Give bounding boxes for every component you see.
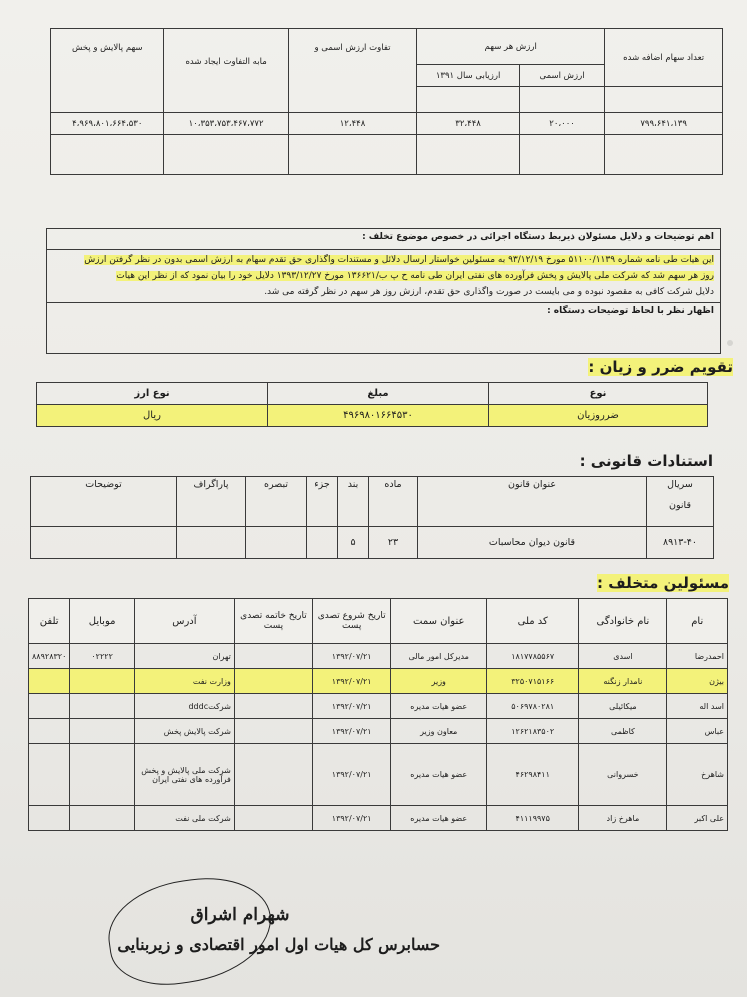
empty-cell	[519, 135, 604, 175]
cell-name: اسد اله	[667, 694, 728, 719]
cell-name: عباس	[667, 719, 728, 744]
value-nominal: ۲۰،۰۰۰	[519, 113, 604, 135]
value-law-title: قانون دیوان محاسبات	[418, 527, 647, 559]
cell-name: شاهرخ	[667, 744, 728, 806]
cell-name: احمدرضا	[667, 644, 728, 669]
value-serial: ۸۹۱۳-۴۰	[647, 527, 714, 559]
cell-post: معاون وزیر	[391, 719, 487, 744]
cell-post: وزیر	[391, 669, 487, 694]
explanation-line-3: دلایل شرکت کافی به مقصود نبوده و می بایست در صورت واگذاری حق تقدم، ارزش روز هر سهم در نظر گرفته می شد.	[264, 287, 714, 297]
value-diff-created: ۱۰،۳۵۳،۷۵۳،۴۶۷،۷۷۲	[164, 113, 288, 135]
header-eval-1391: ارزیابی سال ۱۳۹۱	[417, 65, 520, 87]
cell-start-date: ۱۳۹۲/۰۷/۲۱	[312, 744, 390, 806]
header-amount: مبلغ	[268, 383, 489, 405]
cell-start-date: ۱۳۹۲/۰۷/۲۱	[312, 806, 390, 831]
cell-phone	[29, 744, 70, 806]
cell-mobile	[70, 744, 135, 806]
responsibles-title: مسئولین متخلف :	[597, 574, 729, 592]
cell-phone	[29, 719, 70, 744]
header-name: نام	[667, 599, 728, 644]
table-row	[29, 644, 728, 669]
cell-name: بیژن	[667, 669, 728, 694]
cell-mobile	[70, 694, 135, 719]
share-value-table	[50, 28, 723, 175]
header-address: آدرس	[134, 599, 234, 644]
header-note: تبصره	[246, 477, 307, 527]
spacer-cell	[417, 87, 520, 113]
cell-mobile	[70, 669, 135, 694]
laws-table	[30, 476, 714, 559]
cell-family: ماهرخ زاد	[579, 806, 667, 831]
cell-post: عضو هیات مدیره	[391, 806, 487, 831]
empty-cell	[605, 135, 723, 175]
cell-start-date: ۱۳۹۲/۰۷/۲۱	[312, 669, 390, 694]
table-row	[29, 806, 728, 831]
header-share-value: ارزش هر سهم	[417, 29, 605, 65]
responsibles-table	[28, 598, 728, 831]
cell-address: وزارت نفت	[134, 669, 234, 694]
header-nominal-value: ارزش اسمی	[519, 65, 604, 87]
value-clause: ۵	[338, 527, 369, 559]
cell-family: خسروانی	[579, 744, 667, 806]
value-description	[31, 527, 177, 559]
cell-start-date: ۱۳۹۲/۰۷/۲۱	[312, 719, 390, 744]
value-type: ضرروزیان	[489, 405, 708, 427]
cell-end-date	[234, 806, 312, 831]
damage-table	[36, 382, 708, 427]
header-paragraph: پاراگراف	[177, 477, 246, 527]
cell-post: عضو هیات مدیره	[391, 744, 487, 806]
cell-family: اسدی	[579, 644, 667, 669]
value-eval-1391: ۳۲،۴۴۸	[417, 113, 520, 135]
explanation-line-1: این هیات طی نامه شماره ۵۱۱۰۰/۱۱۳۹ مورخ ۹۳/۱۲/۱۹ به مسئولین خواستار ارسال دلائل و مستندات واگذاری حق تقدم سهام به ارزش اسمی بدون در نظر گرفتن ارزش	[84, 255, 714, 265]
cell-national-code: ۳۲۵۰۷۱۵۱۶۶	[487, 669, 579, 694]
explanation-line-2: روز هر سهم شد که شرکت ملی پالایش و پخش فرآورده های نفتی ایران طی نامه ح پ ب/۱۳۶۶۲۱ مورخ ۱۳۹۳/۱۲/۲۷ دلایل خود را بیان نمود که از نظر این هیات	[116, 271, 714, 281]
empty-cell	[51, 135, 164, 175]
signature-block	[100, 905, 440, 954]
explanations-text	[47, 250, 720, 303]
value-note	[246, 527, 307, 559]
value-part	[307, 527, 338, 559]
cell-start-date: ۱۳۹۲/۰۷/۲۱	[312, 694, 390, 719]
header-clause: بند	[338, 477, 369, 527]
cell-end-date	[234, 669, 312, 694]
value-paragraph	[177, 527, 246, 559]
header-diff: تفاوت ارزش اسمی و	[288, 29, 417, 113]
header-post: عنوان سمت	[391, 599, 487, 644]
explanations-heading: اهم توضیحات و دلایل مسئولان ذیربط دستگاه اجرائی در خصوص موضوع تخلف :	[47, 229, 720, 250]
header-currency: نوع ارز	[37, 383, 268, 405]
spacer-cell	[605, 87, 723, 113]
laws-title: استنادات قانونی :	[579, 452, 713, 470]
header-serial: سریال قانون	[647, 477, 714, 527]
cell-address: شرکتdddc	[134, 694, 234, 719]
cell-end-date	[234, 719, 312, 744]
table-row	[29, 669, 728, 694]
cell-end-date	[234, 744, 312, 806]
signature-name: شهرام اشراق	[190, 905, 290, 925]
cell-national-code: ۱۲۶۲۱۸۳۵۰۲	[487, 719, 579, 744]
value-added-shares: ۷۹۹،۶۴۱،۱۳۹	[605, 113, 723, 135]
header-law-title: عنوان قانون	[418, 477, 647, 527]
cell-name: علی اکبر	[667, 806, 728, 831]
cell-phone	[29, 669, 70, 694]
header-part: جزء	[307, 477, 338, 527]
value-currency: ریال	[37, 405, 268, 427]
punch-hole	[727, 340, 733, 346]
cell-family: میکائیلی	[579, 694, 667, 719]
damage-title: تقویم ضرر و زیان :	[588, 358, 733, 376]
cell-end-date	[234, 694, 312, 719]
cell-national-code: ۴۱۱۱۹۹۷۵	[487, 806, 579, 831]
cell-national-code: ۱۸۱۷۷۸۵۵۶۷	[487, 644, 579, 669]
header-family: نام خانوادگی	[579, 599, 667, 644]
header-national-code: کد ملی	[487, 599, 579, 644]
cell-mobile	[70, 719, 135, 744]
cell-address: شرکت ملی نفت	[134, 806, 234, 831]
cell-national-code: ۴۶۲۹۸۴۱۱	[487, 744, 579, 806]
empty-cell	[417, 135, 520, 175]
opinion-label: اظهار نظر با لحاظ توضیحات دستگاه :	[547, 306, 714, 316]
cell-phone: ۸۸۹۲۸۳۲۰	[29, 644, 70, 669]
cell-post: عضو هیات مدیره	[391, 694, 487, 719]
value-refinery-share: ۴،۹۶۹،۸۰۱،۶۶۴،۵۳۰	[51, 113, 164, 135]
cell-address: شرکت پالایش پخش	[134, 719, 234, 744]
header-refinery-share: سهم پالایش و پخش	[51, 29, 164, 113]
header-mobile: موبایل	[70, 599, 135, 644]
header-description: توضیحات	[31, 477, 177, 527]
header-end-date: تاریخ خاتمه تصدی پست	[234, 599, 312, 644]
header-diff-created: مابه التفاوت ایجاد شده	[164, 29, 288, 113]
signature-role: حسابرس کل هیات اول امور اقتصادی و زیربنایی	[117, 935, 440, 954]
cell-end-date	[234, 644, 312, 669]
header-added-shares: تعداد سهام اضافه شده	[605, 29, 723, 87]
spacer-cell	[519, 87, 604, 113]
cell-family: کاظمی	[579, 719, 667, 744]
empty-cell	[288, 135, 417, 175]
cell-address: تهران	[134, 644, 234, 669]
cell-national-code: ۵۰۶۹۷۸۰۲۸۱	[487, 694, 579, 719]
cell-family: نامدار زنگنه	[579, 669, 667, 694]
empty-cell	[164, 135, 288, 175]
table-row	[29, 719, 728, 744]
value-article: ۲۳	[369, 527, 418, 559]
table-row	[29, 694, 728, 719]
header-start-date: تاریخ شروع تصدی پست	[312, 599, 390, 644]
value-amount: ۴۹۶۹۸۰۱۶۶۴۵۳۰	[268, 405, 489, 427]
cell-address: شرکت ملی پالایش و پخش فرآورده های نفتی ایران	[134, 744, 234, 806]
header-article: ماده	[369, 477, 418, 527]
header-type: نوع	[489, 383, 708, 405]
cell-mobile: ۰۲۲۲۲	[70, 644, 135, 669]
value-diff: ۱۲،۴۴۸	[288, 113, 417, 135]
header-phone: تلفن	[29, 599, 70, 644]
cell-post: مدیرکل امور مالی	[391, 644, 487, 669]
cell-phone	[29, 806, 70, 831]
explanations-box	[46, 228, 721, 354]
cell-phone	[29, 694, 70, 719]
table-row	[29, 744, 728, 806]
cell-mobile	[70, 806, 135, 831]
cell-start-date: ۱۳۹۲/۰۷/۲۱	[312, 644, 390, 669]
